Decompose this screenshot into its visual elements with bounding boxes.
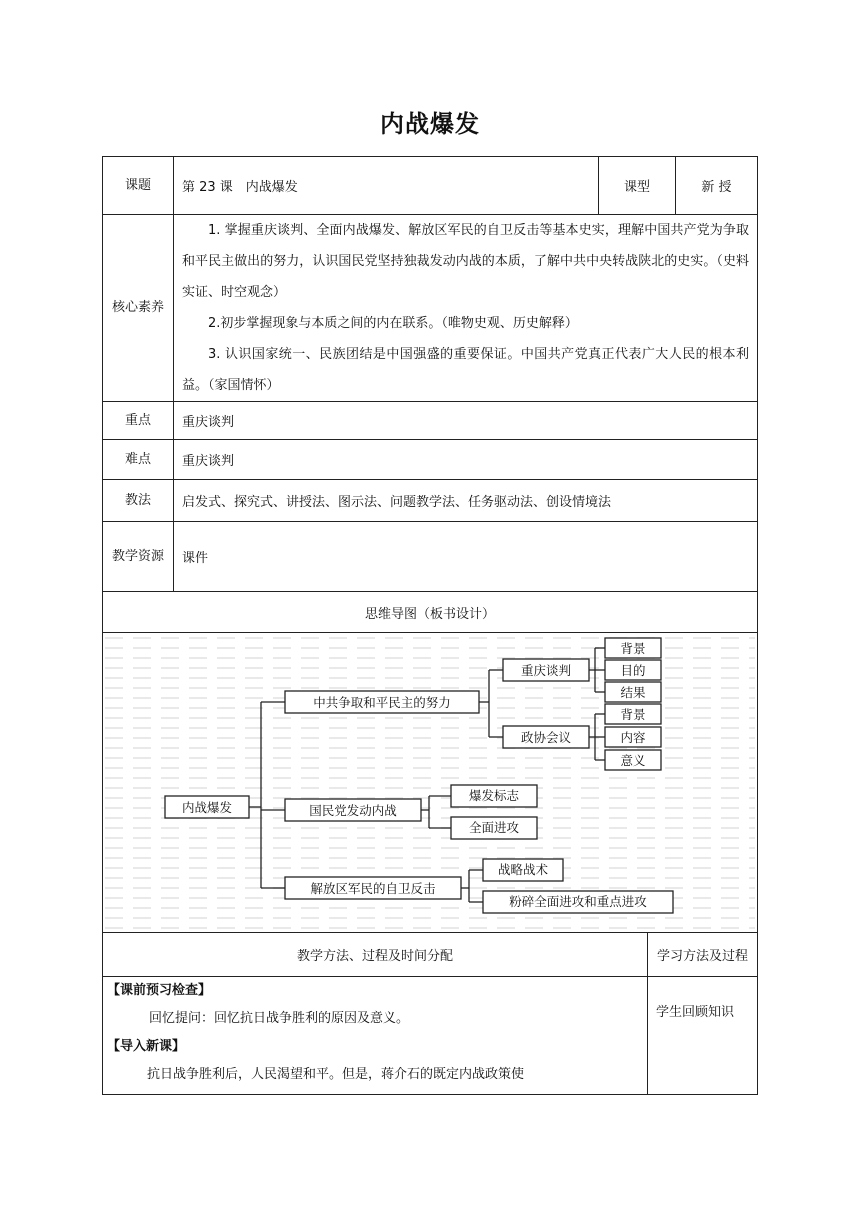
topic-value: 第 23 课 内战爆发 — [174, 157, 599, 215]
core-content — [174, 215, 758, 402]
resource-value: 课件 — [174, 522, 758, 592]
mindmap-leaf: 全面进攻 — [468, 819, 520, 835]
mindmap-row — [103, 633, 758, 933]
preview-text: 回忆提问：回忆抗日战争胜利的原因及意义。 — [149, 1011, 410, 1026]
mindmap-leaf: 爆发标志 — [468, 787, 520, 803]
core-item-1: 1. 掌握重庆谈判、全面内战爆发、解放区军民的自卫反击等基本史实，理解中国共产党为争取和平民主做出的努力，认识国民党坚持独裁发动内战的本质，了解中共中央转战陕北的史实。（史料实证、时空观念） — [182, 223, 749, 300]
resource-label: 教学资源 — [103, 522, 174, 592]
core-label: 核心素养 — [103, 215, 174, 402]
preview-title: 【课前预习检查】 — [107, 983, 212, 998]
core-row — [103, 215, 758, 402]
difficult-row — [103, 440, 758, 480]
difficult-label: 难点 — [103, 440, 174, 480]
mindmap-leaf: 战略战术 — [497, 861, 549, 877]
process-left-content — [103, 977, 648, 1095]
key-value: 重庆谈判 — [174, 402, 758, 440]
method-label: 教法 — [103, 480, 174, 522]
mindmap-diagram — [103, 634, 757, 932]
mindmap-branch-1: 中共争取和平民主的努力 — [313, 694, 451, 710]
intro-title: 【导入新课】 — [107, 1039, 186, 1054]
page-title: 内战爆发 — [380, 110, 480, 138]
process-left-header: 教学方法、过程及时间分配 — [103, 933, 648, 977]
difficult-value: 重庆谈判 — [174, 440, 758, 480]
topic-row — [103, 157, 758, 215]
resource-row — [103, 522, 758, 592]
mindmap-branch-2: 国民党发动内战 — [309, 802, 397, 818]
type-label: 课型 — [599, 157, 676, 215]
mindmap-header: 思维导图（板书设计） — [103, 592, 758, 633]
process-content-row — [103, 977, 758, 1095]
lesson-plan-table — [102, 156, 758, 1095]
mindmap-header-row — [103, 592, 758, 633]
intro-text: 抗日战争胜利后，人民渴望和平。但是，蒋介石的既定内战政策使 — [147, 1067, 525, 1082]
mindmap-leaf: 背景 — [620, 640, 646, 656]
mindmap-branch-1a: 重庆谈判 — [520, 662, 572, 678]
core-item-2: 2.初步掌握现象与本质之间的内在联系。（唯物史观、历史解释） — [208, 316, 578, 331]
mindmap-leaf: 粉碎全面进攻和重点进攻 — [509, 893, 647, 909]
key-label: 重点 — [103, 402, 174, 440]
mindmap-leaf: 结果 — [620, 684, 646, 700]
method-row — [103, 480, 758, 522]
method-value: 启发式、探究式、讲授法、图示法、问题教学法、任务驱动法、创设情境法 — [174, 480, 758, 522]
mindmap-root: 内战爆发 — [181, 799, 233, 815]
core-item-3: 3. 认识国家统一、民族团结是中国强盛的重要保证。中国共产党真正代表广大人民的根本利益。（家国情怀） — [182, 347, 749, 393]
mindmap-cell — [103, 633, 758, 933]
process-header-row — [103, 933, 758, 977]
mindmap-leaf: 意义 — [620, 752, 646, 768]
type-value: 新 授 — [676, 157, 758, 215]
mindmap-branch-3: 解放区军民的自卫反击 — [310, 880, 436, 896]
process-right-header: 学习方法及过程 — [648, 933, 758, 977]
mindmap-leaf: 目的 — [620, 662, 646, 678]
topic-label: 课题 — [103, 157, 174, 215]
process-right-content: 学生回顾知识 — [648, 977, 758, 1095]
key-row — [103, 402, 758, 440]
mindmap-leaf: 内容 — [620, 729, 646, 745]
mindmap-leaf: 背景 — [620, 706, 646, 722]
mindmap-branch-1b: 政协会议 — [520, 729, 572, 745]
